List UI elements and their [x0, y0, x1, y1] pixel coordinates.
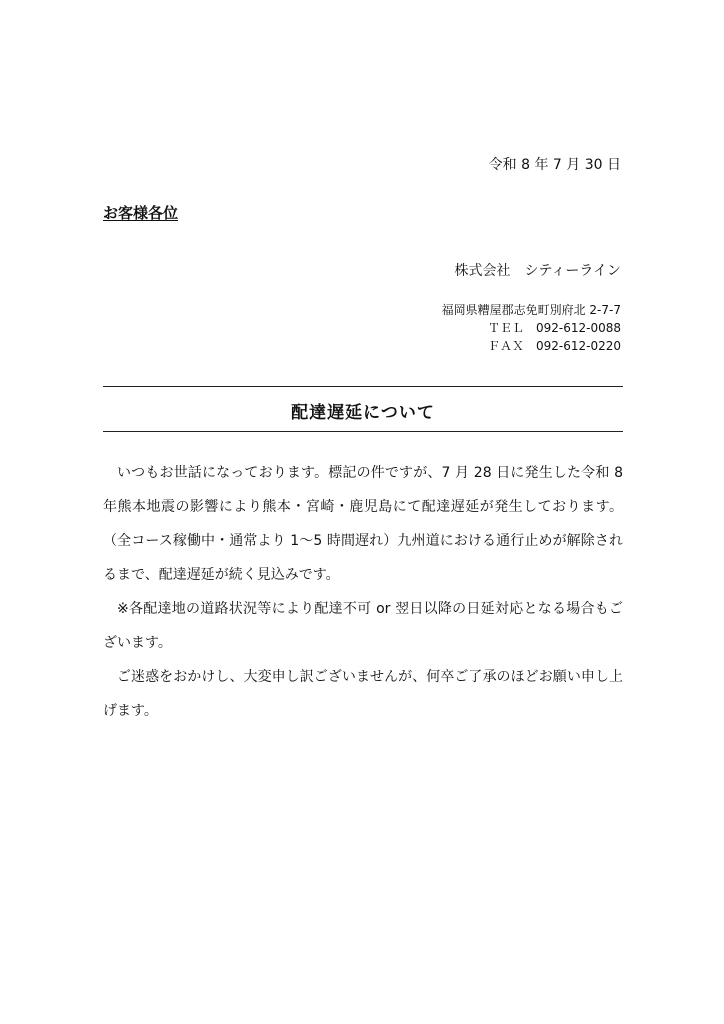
document-date: 令和 8 年 7 月 30 日	[488, 157, 621, 173]
sender-fax: ＦＡＸ 092-612-0220	[487, 339, 621, 353]
title-rule-bottom	[103, 431, 623, 432]
sender-company: 株式会社 シティーライン	[454, 263, 621, 279]
sender-contact	[442, 301, 621, 355]
title-rule-top	[103, 386, 623, 387]
sender-address: 福岡県糟屋郡志免町別府北 2-7-7	[441, 303, 621, 317]
document-body	[103, 456, 623, 728]
body-paragraph: ご迷惑をおかけし、大変申し訳ございませんが、何卒ご了承のほどお願い申し上げます。	[103, 669, 623, 719]
body-paragraph: いつもお世話になっております。標記の件ですが、7 月 28 日に発生した令和 8 年熊本地震の影響により熊本・宮崎・鹿児島にて配達遅延が発生しております。（全コース稼働中・通常より 1～5 時間遅れ）九州道における通行止めが解除されるまで、配達遅延が続く見込みです。	[103, 465, 623, 583]
document-title: 配達遅延について	[291, 403, 435, 423]
body-paragraph: ※各配達地の道路状況等により配達不可 or 翌日以降の日延対応となる場合もございます。	[103, 601, 623, 651]
sender-tel: ＴＥＬ 092-612-0088	[487, 321, 621, 335]
addressee: お客様各位	[103, 204, 179, 222]
